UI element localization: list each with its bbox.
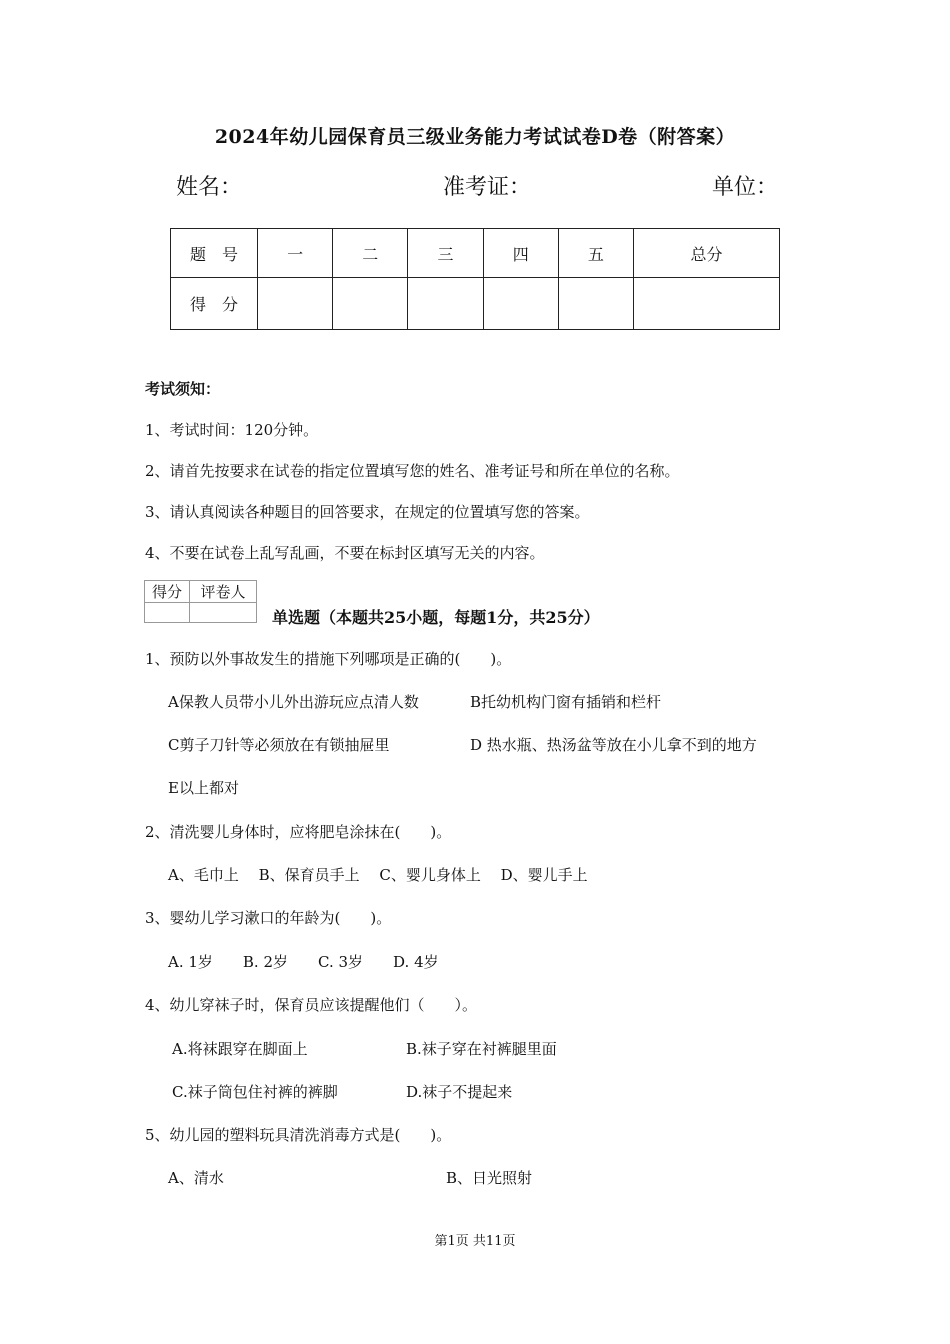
question-option: A、毛巾上 B、保育员手上 C、婴儿身体上 D、婴儿手上 [168,866,588,884]
page-number: 第1页 共11页 [434,1234,516,1249]
grader-name-label: 评卷人 [190,581,257,603]
question-option: D 热水瓶、热汤盆等放在小儿拿不到的地方 [470,736,757,754]
name-label: 姓名： [176,175,243,200]
score-row-label: 得 分 [171,278,258,330]
score-input-1[interactable] [258,278,333,330]
notice-item: 4、不要在试卷上乱写乱画，不要在标封区填写无关的内容。 [145,544,545,562]
question-stem: 1、预防以外事故发生的措施下列哪项是正确的( )。 [145,650,512,668]
grader-score-label: 得分 [145,581,190,603]
score-input-5[interactable] [558,278,633,330]
score-table-header-row [171,229,780,278]
question-option: B托幼机构门窗有插销和栏杆 [470,693,662,711]
question-stem: 2、清洗婴儿身体时，应将肥皂涂抹在( )。 [145,823,452,841]
notice-item: 2、请首先按要求在试卷的指定位置填写您的姓名、准考证号和所在单位的名称。 [145,462,680,480]
question-stem: 4、幼儿穿袜子时，保育员应该提醒他们（ ）。 [145,996,478,1014]
score-cell-section-4: 四 [483,229,558,278]
notice-title: 考试须知： [145,380,221,398]
score-cell-section-2: 二 [333,229,408,278]
notice-item: 3、请认真阅读各种题目的回答要求，在规定的位置填写您的答案。 [145,503,590,521]
score-table-score-row [171,278,780,330]
notice-item: 1、考试时间：120分钟。 [145,421,319,439]
unit-label: 单位： [712,175,779,200]
question-option: A保教人员带小儿外出游玩应点清人数 [168,693,419,711]
score-input-3[interactable] [408,278,483,330]
question-stem: 3、婴幼儿学习漱口的年龄为( )。 [145,909,392,927]
question-option: D.袜子不提起来 [406,1083,513,1101]
exam-id-label: 准考证： [443,175,532,200]
score-cell-section-5: 五 [558,229,633,278]
score-cell-section-3: 三 [408,229,483,278]
score-input-total[interactable] [634,278,780,330]
score-cell-total: 总分 [634,229,780,278]
score-input-4[interactable] [483,278,558,330]
section-title: 单选题（本题共25小题，每题1分，共25分） [272,608,600,627]
score-cell-label: 题 号 [171,229,258,278]
score-table [170,228,780,330]
grader-score-input[interactable] [145,603,190,623]
score-cell-section-1: 一 [258,229,333,278]
grader-name-input[interactable] [190,603,257,623]
question-option: E以上都对 [168,779,239,797]
question-option: C.袜子筒包住衬裤的裤脚 [172,1083,338,1101]
page-title: 2024年幼儿园保育员三级业务能力考试试卷D卷（附答案） [214,126,736,148]
question-option: C剪子刀针等必须放在有锁抽屉里 [168,736,390,754]
question-option: A. 1岁 B. 2岁 C. 3岁 D. 4岁 [168,953,439,971]
question-option: A、清水 [168,1169,224,1187]
score-input-2[interactable] [333,278,408,330]
question-option: A.将袜跟穿在脚面上 [172,1040,308,1058]
question-option: B.袜子穿在衬裤腿里面 [406,1040,557,1058]
grader-box [144,580,257,623]
question-option: B、日光照射 [446,1169,533,1187]
question-stem: 5、幼儿园的塑料玩具清洗消毒方式是( )。 [145,1126,452,1144]
